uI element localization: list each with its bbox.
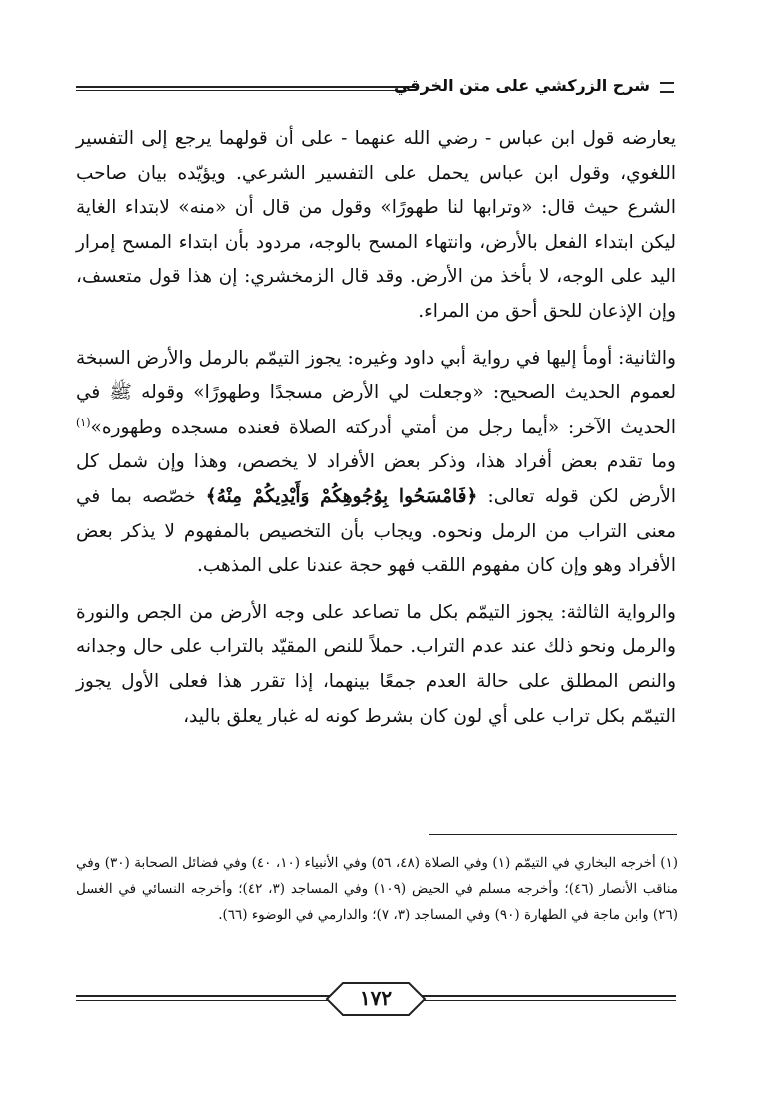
paragraph-3: والرواية الثالثة: يجوز التيمّم بكل ما تصاعد على وجه الأرض من الجص والنورة والرمل ونحو ذلك عند عدم التراب. حملاً للنص المقيّد بالتراب على حال وجدانه والنص المطلق على حالة العدم جمعًا بينهما، إذا تقرر هذا فعلى الأول يجوز التيمّم بكل تراب على أي لون كان بشرط كونه له غبار يعلق باليد، <box>76 601 676 727</box>
paragraph-1: يعارضه قول ابن عباس - رضي الله عنهما - على أن قولهما يرجع إلى التفسير اللغوي، وقول ابن عباس يحمل على التفسير الشرعي. ويؤيّده بيان صاحب الشرع حيث قال: «وترابها لنا طهورًا» وقول من قال أن «منه» لابتداء الغاية ليكن ابتداء الفعل بالأرض، وانتهاء المسح بالوجه، مردود بأن ابتداء المسح إمرار اليد على الوجه، لا بأخذ من الأرض. وقد قال الزمخشري: إن هذا قول متعسف، وإن الإذعان للحق أحق من المراء. <box>76 128 676 322</box>
footnote-reference: (١) <box>76 415 91 429</box>
paragraph-2-part-b: وما تقدم بعض أفراد هذا، وذكر بعض الأفراد لا يخصص، وهذا وإن شمل كل الأرض لكن قوله تعالى: <box>76 451 677 507</box>
header-ornament <box>660 82 674 93</box>
page-footer <box>76 980 676 1020</box>
page-number: ١٧٢ <box>359 986 393 1010</box>
running-header <box>76 78 674 102</box>
paragraph-2-part-a: والثانية: أومأ إليها في رواية أبي داود وغيره: يجوز التيمّم بالرمل والأرض السبخة لعموم الحديث الصحيح: «وجعلت لي الأرض مسجدًا وطهورًا» وقوله ﷺ في الحديث الآخر: «أيما رجل من أمتي أدركته الصلاة فعنده مسجده وطهوره» <box>76 347 676 438</box>
quran-verse: ﴿فَامْسَحُوا بِوُجُوهِكُمْ وَأَيْدِيكُمْ مِنْهُ﴾ <box>205 485 478 507</box>
main-text <box>76 122 676 734</box>
footnotes <box>76 850 678 928</box>
paragraph-2-part-c: خصّصه بما في معنى التراب من الرمل ونحوه. ويجاب بأن التخصيص بالمفهوم لا يذكر بعض الأفراد وهو وإن كان مفهوم اللقب فهو حجة عندنا على المذهب. <box>76 485 676 577</box>
footnote-1: (١) أخرجه البخاري في التيمّم (١) وفي الصلاة (٤٨، ٥٦) وفي الأنبياء (١٠، ٤٠) وفي فضائل الصحابة (٣٠) وفي مناقب الأنصار (٤٦)؛ وأخرجه مسلم في الحيض (١٠٩) وفي المساجد (٣، ٤٢)؛ وأخرجه النسائي في الغسل (٢٦) وابن ماجة في الطهارة (٩٠) وفي المساجد (٣، ٧)؛ والدارمي في الوضوء (٦٦). <box>76 855 679 923</box>
footnote-separator <box>429 834 677 835</box>
header-title: شرح الزركشي على متن الخرقي <box>393 76 650 95</box>
paragraph-2 <box>76 342 676 584</box>
page-number-frame <box>323 980 429 1018</box>
header-rule <box>76 86 416 91</box>
